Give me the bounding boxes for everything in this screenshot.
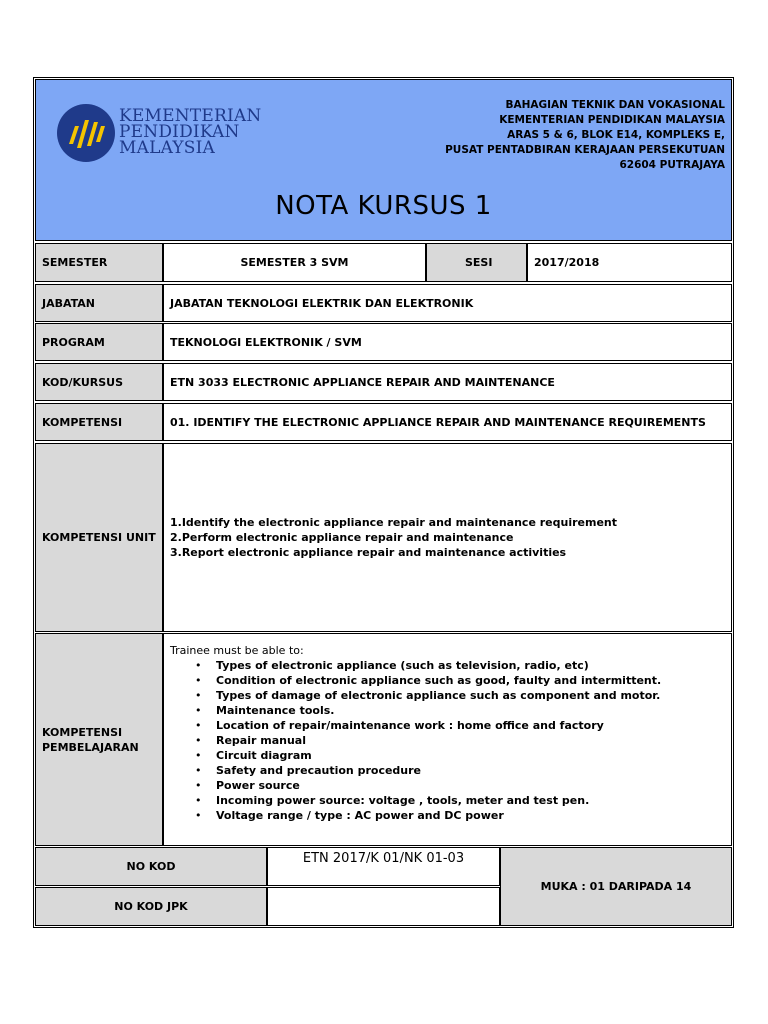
page-title: NOTA KURSUS 1 [275,191,492,221]
kompetensi-value: 01. IDENTIFY THE ELECTRONIC APPLIANCE REPAIR AND MAINTENANCE REQUIREMENTS [163,403,732,441]
jabatan-value: JABATAN TEKNOLOGI ELEKTRIK DAN ELEKTRONIK [163,284,732,322]
list-item: • Maintenance tools. [216,703,661,718]
list-item: 1.Identify the electronic appliance repair and maintenance requirement [170,516,617,529]
kod-kursus-value: ETN 3033 ELECTRONIC APPLIANCE REPAIR AND MAINTENANCE [163,363,732,401]
list-item: 3.Report electronic appliance repair and maintenance activities [170,546,567,559]
learning-intro: Trainee must be able to: [170,644,304,657]
program-value: TEKNOLOGI ELEKTRONIK / SVM [163,323,732,361]
kod-kursus-label: KOD/KURSUS [35,363,163,401]
address-line-5: 62604 PUTRAJAYA [619,159,725,171]
no-kod-jpk-label: NO KOD JPK [35,887,267,926]
kompetensi-pembelajaran-label-line-1: KOMPETENSI [42,725,123,739]
address-line-1: BAHAGIAN TEKNIK DAN VOKASIONAL [505,99,725,111]
semester-label: SEMESTER [35,243,163,282]
sesi-value: 2017/2018 [527,243,732,282]
list-item: • Condition of electronic appliance such as good, faulty and intermittent. [216,673,661,688]
document-header [35,79,732,241]
list-item: 2.Perform electronic appliance repair and maintenance [170,531,514,544]
ministry-emblem-icon [55,104,117,162]
address-line-2: KEMENTERIAN PENDIDIKAN MALAYSIA [499,114,725,126]
kompetensi-pembelajaran-content [163,633,732,846]
no-kod-label: NO KOD [35,847,267,886]
kompetensi-unit-label: KOMPETENSI UNIT [35,443,163,632]
kompetensi-pembelajaran-label [35,633,163,846]
jabatan-label: JABATAN [35,284,163,322]
muka-page-count: MUKA : 01 DARIPADA 14 [500,847,732,926]
list-item: • Incoming power source: voltage , tools, meter and test pen. [216,793,661,808]
logo-text-line-2: PENDIDIKAN [119,122,240,142]
kompetensi-unit-list [164,515,617,560]
ministry-address [445,98,725,173]
program-label: PROGRAM [35,323,163,361]
sesi-label: SESI [426,243,527,282]
address-line-4: PUSAT PENTADBIRAN KERAJAAN PERSEKUTUAN [445,144,725,156]
kompetensi-pembelajaran-label-line-2: PEMBELAJARAN [42,740,139,754]
kompetensi-unit-content [163,443,732,632]
no-kod-value: ETN 2017/K 01/NK 01-03 [267,847,500,886]
address-line-3: ARAS 5 & 6, BLOK E14, KOMPLEKS E, [507,129,725,141]
list-item: • Types of damage of electronic appliance such as component and motor. [216,688,661,703]
kompetensi-label: KOMPETENSI [35,403,163,441]
logo-text-line-1: KEMENTERIAN [119,106,262,126]
list-item: • Safety and precaution procedure [216,763,661,778]
list-item: • Voltage range / type : AC power and DC power [216,808,661,823]
no-kod-jpk-value [267,887,500,926]
list-item: • Location of repair/maintenance work : home office and factory [216,718,661,733]
list-item: • Types of electronic appliance (such as television, radio, etc) [216,658,661,673]
list-item: • Power source [216,778,661,793]
list-item: • Repair manual [216,733,661,748]
logo-text-line-3: MALAYSIA [119,138,216,158]
list-item: • Circuit diagram [216,748,661,763]
semester-value: SEMESTER 3 SVM [163,243,426,282]
ministry-logo-text [119,108,261,156]
learning-list [170,658,661,823]
